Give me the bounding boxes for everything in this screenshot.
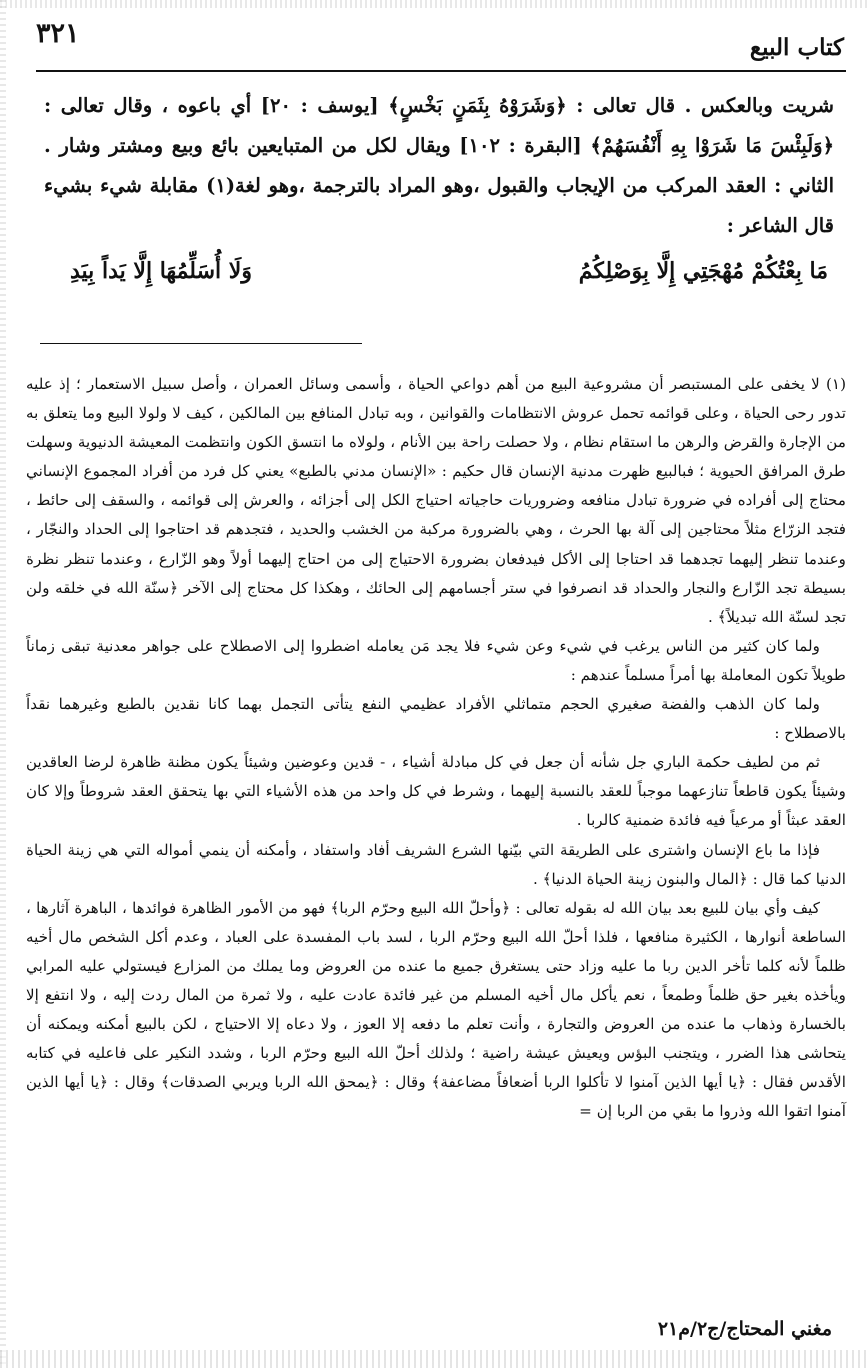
scan-edge-top bbox=[0, 0, 868, 8]
scan-edge-left bbox=[0, 0, 6, 1368]
footnote-paragraph: (١) لا يخفى على المستبصر أن مشروعية البيع من أهم دواعي الحياة ، وأسمى وسائل العمران ، وأصل سبيل الاستعمار ؛ إذ عليه تدور رحى الحياة ، وعلى قوائمه تحمل عروش الانتظامات والقوانين ، وبه تبادل المنافع بين المالكين ، كيف لا ولولا البيع وما يتعلق به من الإجارة والقرض والرهن ما استقام نظام ، ولا حصلت راحة بين الأنام ، ولولاه ما انتسق الكون وانتظمت المعيشة الدنيوية وسهلت طرق المرافق الحيوية ؛ فبالبيع ظهرت مدنية الإنسان قال حكيم : «الإنسان مدني بالطبع» يعني كل فرد من أفراد المجموع الإنساني محتاج إلى أفراده في ضرورة تبادل منافعه وضروريات حاجياته احتياج الكل إلى أجزائه ، والعرش إلى قوائمه ، والسقف إلى حائط ، فتجد الزرّاع مثلاً محتاجين إلى آلة بها الحرث ، وهي بالضرورة مركبة من الخشب والحديد ، فتجدهم قد احتاجوا إلى الحداد والنجّار ، وعندما تنظر إليهما تجدهما قد احتاجا إلى الأكل فيدفعان بضرورة الاحتياج إلى من احتاج إليهما أولاً وهو الزّارع ، وعندما تنظر نظرة بسيطة تجد الزّارع والنجار والحداد قد انصرفوا في ستر أجسامهم إلى الحائك ، وهكذا كل محتاج إلى الآخر ﴿سنّة الله في خلقه ولن تجد لسنّة الله تبديلاً﴾ . bbox=[26, 375, 846, 626]
footnotes bbox=[26, 370, 846, 1126]
footnote-paragraph: ولما كان الذهب والفضة صغيري الحجم متماثلي الأفراد عظيمي النفع يتأتى التجمل بهما كانا نقدين بالطبع وغيرهما نقداً بالاصطلاح : bbox=[26, 695, 846, 743]
verse-first-hemistich: مَا بِعْتُكُمْ مُهْجَتِي إِلَّا بِوَصْلِكُمُ bbox=[578, 258, 828, 284]
footnote-paragraph: ولما كان كثير من الناس يرغب في شيء وعن شيء فلا يجد مَن يعامله اضطروا إلى الاصطلاح على جواهر معدنية تبقى زماناً طويلاً تكون المعاملة بها أمراً مسلماً عندهم : bbox=[26, 636, 846, 684]
main-text bbox=[44, 86, 834, 246]
footnote-paragraph: ثم من لطيف حكمة الباري جل شأنه أن جعل في كل مبادلة أشياء ، - قدين وعوضين وشيئاً يكون مظنة ظاهرة لرضا العاقدين وشيئاً يكون قاطعاً تنازعهما موجباً للعقد بالنسبة إليهما ، وشرط في كل واحد من هذه الأشياء التي بها يتحقق العقد شروطاً وإلا كان العقد عبثاً أو مرعياً فيه فائدة ضمنية كالربا . bbox=[26, 753, 846, 830]
footnote-divider bbox=[40, 343, 362, 344]
signature-mark: مغني المحتاج/ج٢/م٢١ bbox=[657, 1318, 832, 1340]
poetry-verse bbox=[60, 258, 838, 302]
verse-second-hemistich: وَلَا أُسَلِّمُهَا إِلَّا يَداً بِيَدِ bbox=[70, 258, 252, 284]
page-header bbox=[36, 14, 844, 68]
header-divider bbox=[36, 70, 846, 72]
book-title: كتاب البيع bbox=[749, 34, 844, 61]
footnote-paragraph: فإذا ما باع الإنسان واشترى على الطريقة التي بيّنها الشرع الشريف أفاد واستفاد ، وأمكنه أن ينمي أمواله التي هي زينة الحياة الدنيا كما قال : ﴿المال والبنون زينة الحياة الدنيا﴾ . bbox=[26, 840, 846, 888]
page-number: ٣٢١ bbox=[36, 18, 80, 49]
footnote-paragraph: كيف وأي بيان للبيع بعد بيان الله له بقوله تعالى : ﴿وأحلّ الله البيع وحرّم الربا﴾ فهو من الأمور الظاهرة فوائدها ، الباهرة آثارها ، الساطعة أنوارها ، الكثيرة منافعها ، فلذا أحلّ الله البيع وحرّم الربا ، لسد باب المفسدة على العباد ، وعدم أكل الشخص مال أخيه ظلماً لأنه كلما تأخر الدين ربا ما عليه وزاد حتى يستغرق جميع ما عنده من العروض وما يملك من المزارع فيستولي عليه المرابي ويأخذه بغير حق ظلماً وطمعاً ، نعم يأكل مال أخيه المسلم من غير فائدة عادت عليه ، ولا ثمرة من المال ردت إليه ، ولا انتفع إلا بالخسارة وذهاب ما عنده من العروض والتجارة ، وأنت تعلم ما دفعه إلا العوز ، ولا دعاه إلا الاحتياج ، لكن بالبيع أمكنه ويمكنه أن يتحاشى هذا الضرر ، ويتجنب البؤس ويعيش عيشة راضية ؛ ولذلك أحلّ الله البيع وحرّم الربا ، وشدد النكير على فاعليه في كتابه الأقدس فقال : ﴿يا أيها الذين آمنوا لا تأكلوا الربا أضعافاً مضاعفة﴾ وقال : ﴿يمحق الله الربا ويربي الصدقات﴾ وقال : ﴿يا أيها الذين آمنوا اتقوا الله وذروا ما بقي من الربا إن = bbox=[26, 898, 846, 1121]
scan-edge-bottom bbox=[0, 1350, 868, 1368]
main-paragraph: شريت وبالعكس . قال تعالى : ﴿وَشَرَوْهُ بِثَمَنٍ بَخْسٍ﴾ [يوسف : ٢٠] أي باعوه ، وقال تعالى : ﴿وَلَبِئْسَ مَا شَرَوْا بِهِ أَنْفُسَهُمْ﴾ [البقرة : ١٠٢] ويقال لكل من المتبايعين بائع وبيع ومشتر وشار . الثاني : العقد المركب من الإيجاب والقبول ،وهو المراد بالترجمة ،وهو لغة(١) مقابلة شيء بشيء قال الشاعر : bbox=[44, 94, 835, 237]
